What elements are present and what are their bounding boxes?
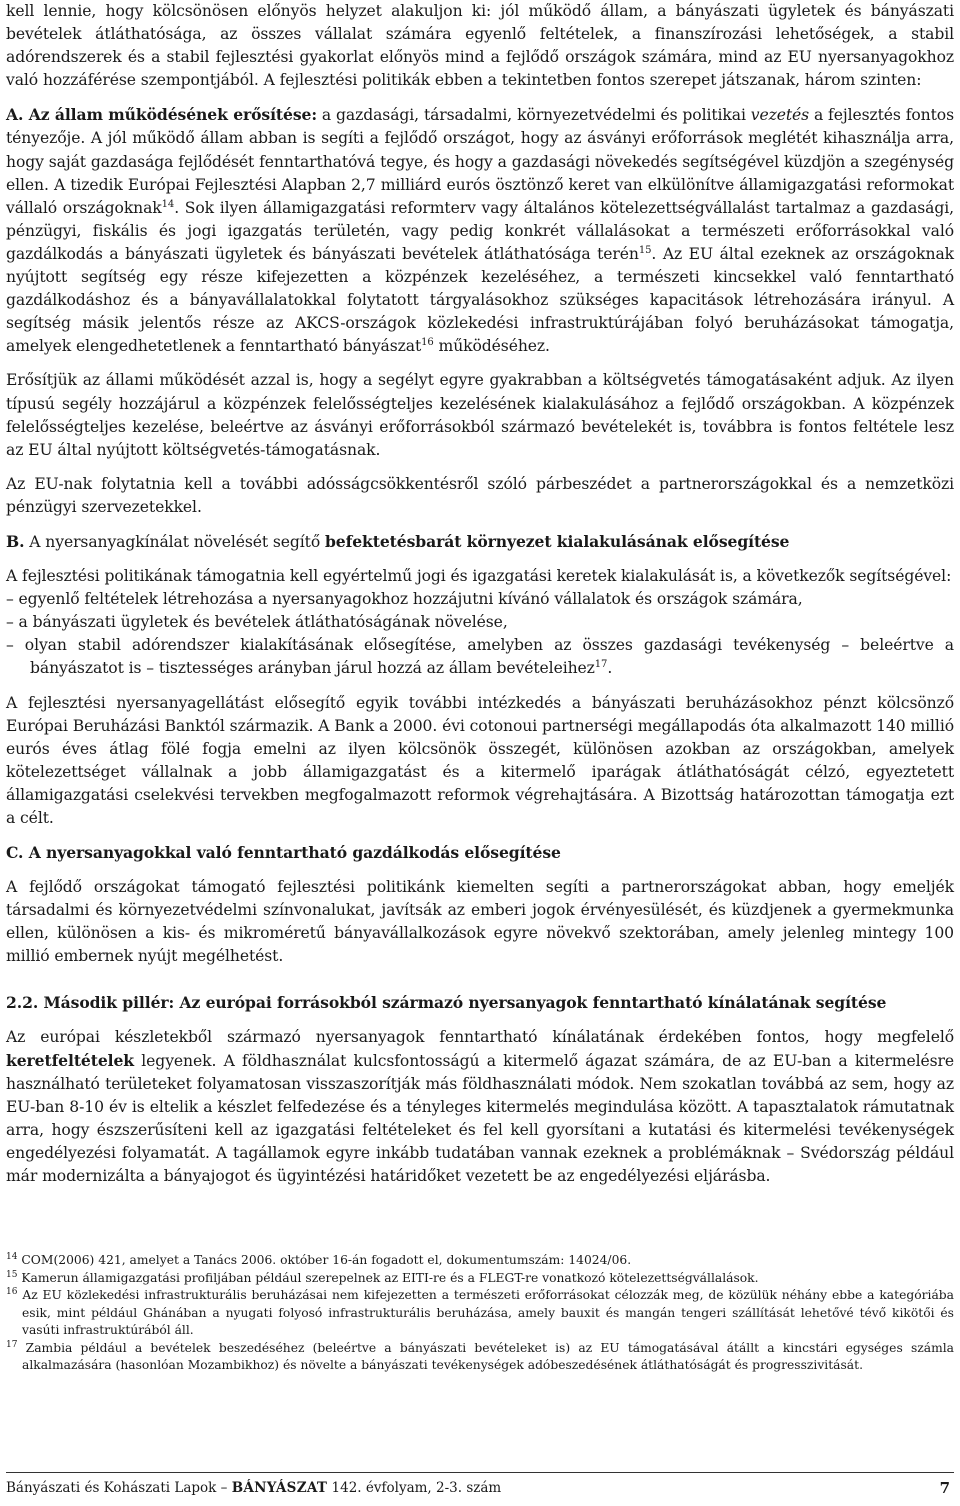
footnote-ref-16[interactable]: 16: [421, 337, 434, 349]
page-footer: [6, 1478, 950, 1498]
section-a-heading: A. Az állam működésének erősítése:: [6, 105, 318, 125]
paragraph-intro: kell lennie, hogy kölcsönösen előnyös helyzet alakuljon ki: jól működő állam, a bányászati ügyletek és bányászati bevételek átláthatósága, az összes vállalat számára egyenlő feltételek, a finanszírozási lehetőségek, a stabil adórendszerek és a stabil fejlesztési gyakorlat előnyös mind a fejlődő országok számára, mind az EU nyersanyagokhoz való hozzáférése szempontjából. A fejlesztési politikák ebben a tekintetben fontos szerepet játszanak, három szinten:: [6, 2, 954, 90]
footnote-ref-14[interactable]: 14: [161, 198, 175, 210]
journal-name: Bányászati és Kohászati Lapok – BÁNYÁSZAT 142. évfolyam, 2-3. szám: [6, 1480, 502, 1496]
paragraph-debt: Az EU-nak folytatnia kell a további adósságcsökkentésről szóló párbeszédet a partnerországokkal és a nemzetközi pénzügyi szervezetekkel.: [6, 474, 954, 516]
paragraph-eib: A fejlesztési nyersanyagellátást elősegítő egyik további intézkedés a bányászati beruházásokhoz pénzt kölcsönző Európai Beruházási Banktól származik. A Bank a 2000. évi cotonoui partnerségi megállapodás óta alkalmazott 140 millió eurós éves átlag fölé fogja emelni az ilyen kölcsönök összegét, különösen azokban az országokban, amelyek kötelezettséget vállalnak a jobb államigazgatást és a kitermelő iparágak átláthatóságát célzó, egyeztetett államigazgatási cselekvési tervekben megfogalmazott reformok végrehajtására. A Bizottság határozottan támogatja ezt a célt.: [6, 693, 954, 827]
footnote-14: $^{14}$ COM(2006) 421, amelyet a Tanács 2006. október 16-án fogadott el, dokumentumszám: 14024/06.: [6, 1252, 632, 1267]
footer-divider: [6, 1472, 954, 1473]
page-number: 7: [939, 1479, 950, 1497]
section-2-2-heading: 2.2. Második pillér: Az európai forrásokból származó nyersanyagok fenntartható kínálatának segítése: [6, 992, 887, 1012]
footnote-ref-15[interactable]: 15: [638, 244, 652, 256]
paragraph-european-sources: Az európai készletekből származó nyersanyagok fenntartható kínálatának érdekében fontos, hogy megfelelő keretfeltételek legyenek. A földhasználat kulcsfontosságú a kitermelő ágazat számára, de az EU-ban a kitermelésre használható területeket folyamatosan visszaszorítják más földhasználati módok. Nem szokatlan továbbá az sem, hogy az EU-ban 8-10 év is eltelik a készlet felfedezése és a tényleges kitermelés megindulása között. A tapasztalatok rámutatnak arra, hogy észszerűsíteni kell az igazgatási feltételeket és fel kell gyorsítani a kutatási és kitermelési tevékenységek engedélyezési folyamatát. A tagállamok egyre inkább tudatában vannak ezeknek a problémáknak – Svédország például már modernizálta a bányajogot és ügyintézési határidőket vezetett be az engedélyezési eljárásba.: [6, 1027, 954, 1186]
main-text: [6, 0, 954, 1188]
footnote-15: $^{15}$ Kamerun államigazgatási profiljában például szerepelnek az EITI-re és a FLEGT-re vonatkozó kötelezettségvállalások.: [6, 1269, 759, 1285]
list-item: – a bányászati ügyletek és bevételek átláthatóságának növelése,: [6, 613, 508, 632]
footnote-17: $^{17}$ Zambia például a bevételek beszedéséhez (beleértve a bányászati bevételeket is) az EU támogatásával átállt a kincstári egységes számla alkalmazására (hasonlóan Mozambikhoz) és növelte a bányászati tevékenységek adóbeszedésének átláthatóságát és progresszivitását.: [6, 1339, 954, 1372]
list-item: – egyenlő feltételek létrehozása a nyersanyagokhoz hozzájutni kívánó vállalatok és országok számára,: [6, 590, 803, 609]
list-item: – olyan stabil adórendszer kialakításának elősegítése, amelyben az összes gazdasági tevékenység – beleértve a bányászatot is – tisztességes arányban járul hozzá az állam bevételeihez$^{17}$.: [6, 636, 954, 678]
paragraph-frameworks: A fejlesztési politikának támogatnia kell egyértelmű jogi és igazgatási keretek kialakulását is, a következők segítségével:: [6, 567, 952, 586]
paragraph-sustainable: A fejlődő országokat támogató fejlesztési politikánk kiemelten segíti a partnerországokat abban, hogy emeljék társadalmi és környezetvédelmi színvonalukat, javítsák az emberi jogok érvényesülését, és küzdjenek a gyermekmunka ellen, különösen a kis- és mikroméretű bányavállalkozások egyre növekvő szektorában, amely jelenleg mintegy 100 millió embernek nyújt megélhetést.: [6, 878, 954, 966]
paragraph-budget-support: Erősítjük az állami működését azzal is, hogy a segélyt egyre gyakrabban a költségvetés támogatásaként adjuk. Az ilyen típusú segély hozzájárul a közpénzek felelősségteljes kezelésének kialakulásához a fejlődő országokban. A közpénzek felelősségteljes kezelése, beleértve az ásványi erőforrásokból származó bevételekét is, továbbra is fontos feltétele lesz az EU által nyújtott költségvetés-támogatásnak.: [6, 371, 954, 459]
footnotes: [6, 1252, 954, 1375]
footnote-ref-17[interactable]: 17: [594, 659, 608, 671]
section-c-heading: C. A nyersanyagokkal való fenntartható gazdálkodás elősegítése: [6, 843, 561, 863]
footnote-16: $^{16}$ Az EU közlekedési infrastrukturális beruházásai nem kifejezetten a természeti erőforrásokat célozzák meg, de közülük néhány ebbe a kategóriába esik, mint például Ghánában a nyugati folyosó infrastrukturális beruházása, amely bauxit és mangán tengeri szállítását lehetővé tévő kikötői és vasúti infrastruktúrából áll.: [6, 1287, 954, 1337]
section-a-paragraph: A. Az állam működésének erősítése: a gazdasági, társadalmi, környezetvédelmi és politikai vezetés a fejlesztés fontos tényezője. A jól működő állam abban is segíti a fejlődő országot, hogy az ásványi erőforrások meglétét kihasználja arra, hogy saját gazdasága fejlődését fenntarthatóvá tegye, és hogy a gazdasági növekedés segítségével küzdjön a szegénység ellen. A tizedik Európai Fejlesztési Alapban 2,7 milliárd eurós ösztönző keret van elkülönítve államigazgatási reformokat vállaló országoknak$^{14}$. Sok ilyen államigazgatási reformterv vagy általános kötelezettségvállalást tartalmaz a gazdasági, pénzügyi, fiskális és jogi igazgatás területén, vagy pedig konkrét vállalásokat a természeti erőforrásokkal való gazdálkodás a bányászati ügyletek és bányászati bevételek átláthatósága terén$^{15}$. Az EU által ezeknek az országoknak nyújtott segítség egy része kifejezetten a közpénzek kezeléséhez, a természeti kincsekkel való fenntartható gazdálkodáshoz és a bányavállalatokkal folytatott tárgyalásokhoz szükséges kapacitások létrehozására irányul. A segítség másik jelentős része az AKCS-országok közlekedési infrastruktúrájában folyó beruházásokat támogatja, amelyek elengedhetetlenek a fenntartható bányászat$^{16}$ működéséhez.: [6, 105, 954, 356]
section-b-heading: B. A nyersanyagkínálat növelését segítő befektetésbarát környezet kialakulásának elősegítése: [6, 531, 790, 551]
